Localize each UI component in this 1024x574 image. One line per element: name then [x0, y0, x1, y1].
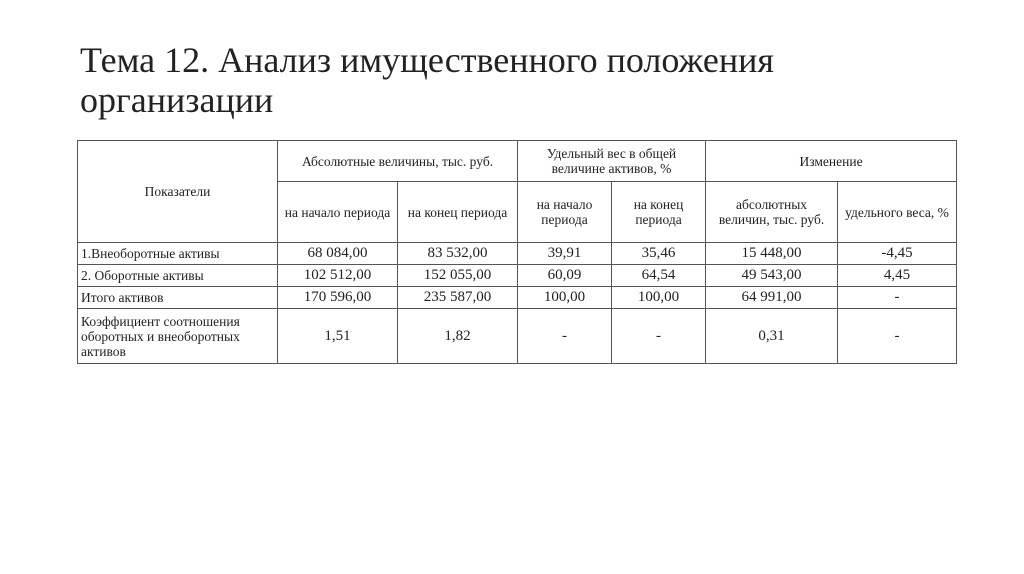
- cell-abs-end: 235 587,00: [398, 287, 518, 309]
- cell-change-abs: 0,31: [706, 309, 838, 364]
- table-container: [77, 140, 956, 364]
- cell-share-start: -: [518, 309, 612, 364]
- header-share: Удельный вес в общей величине активов, %: [518, 141, 706, 182]
- title-line-2: организации: [80, 80, 274, 120]
- cell-change-abs: 64 991,00: [706, 287, 838, 309]
- table-row: [78, 265, 957, 287]
- header-change-abs: абсолютных величин, тыс. руб.: [706, 182, 838, 243]
- title-line-1: Тема 12. Анализ имущественного положения: [80, 40, 774, 80]
- cell-change-abs: 49 543,00: [706, 265, 838, 287]
- header-change: Изменение: [706, 141, 957, 182]
- table-row: [78, 243, 957, 265]
- header-absolute: Абсолютные величины, тыс. руб.: [278, 141, 518, 182]
- cell-share-start: 60,09: [518, 265, 612, 287]
- cell-share-start: 100,00: [518, 287, 612, 309]
- cell-change-abs: 15 448,00: [706, 243, 838, 265]
- table-row: [78, 287, 957, 309]
- header-abs-start: на начало периода: [278, 182, 398, 243]
- cell-abs-end: 1,82: [398, 309, 518, 364]
- cell-share-start: 39,91: [518, 243, 612, 265]
- slide-title: [80, 40, 960, 120]
- cell-abs-end: 83 532,00: [398, 243, 518, 265]
- cell-share-end: -: [612, 309, 706, 364]
- row-label: 2. Оборотные активы: [78, 265, 278, 287]
- cell-abs-start: 68 084,00: [278, 243, 398, 265]
- cell-abs-start: 102 512,00: [278, 265, 398, 287]
- cell-abs-start: 1,51: [278, 309, 398, 364]
- row-label: 1.Внеоборотные активы: [78, 243, 278, 265]
- header-abs-end: на конец периода: [398, 182, 518, 243]
- cell-abs-end: 152 055,00: [398, 265, 518, 287]
- table-row: [78, 309, 957, 364]
- asset-analysis-table: [77, 140, 957, 364]
- row-label: Коэффициент соотношения оборотных и внеоборотных активов: [78, 309, 278, 364]
- cell-change-share: 4,45: [838, 265, 957, 287]
- header-indicators: Показатели: [78, 141, 278, 243]
- cell-change-share: -4,45: [838, 243, 957, 265]
- cell-share-end: 35,46: [612, 243, 706, 265]
- header-row-1: [78, 141, 957, 182]
- cell-change-share: -: [838, 287, 957, 309]
- header-share-start: на начало периода: [518, 182, 612, 243]
- cell-abs-start: 170 596,00: [278, 287, 398, 309]
- cell-share-end: 64,54: [612, 265, 706, 287]
- cell-share-end: 100,00: [612, 287, 706, 309]
- cell-change-share: -: [838, 309, 957, 364]
- header-change-share: удельного веса, %: [838, 182, 957, 243]
- header-share-end: на конец периода: [612, 182, 706, 243]
- row-label: Итого активов: [78, 287, 278, 309]
